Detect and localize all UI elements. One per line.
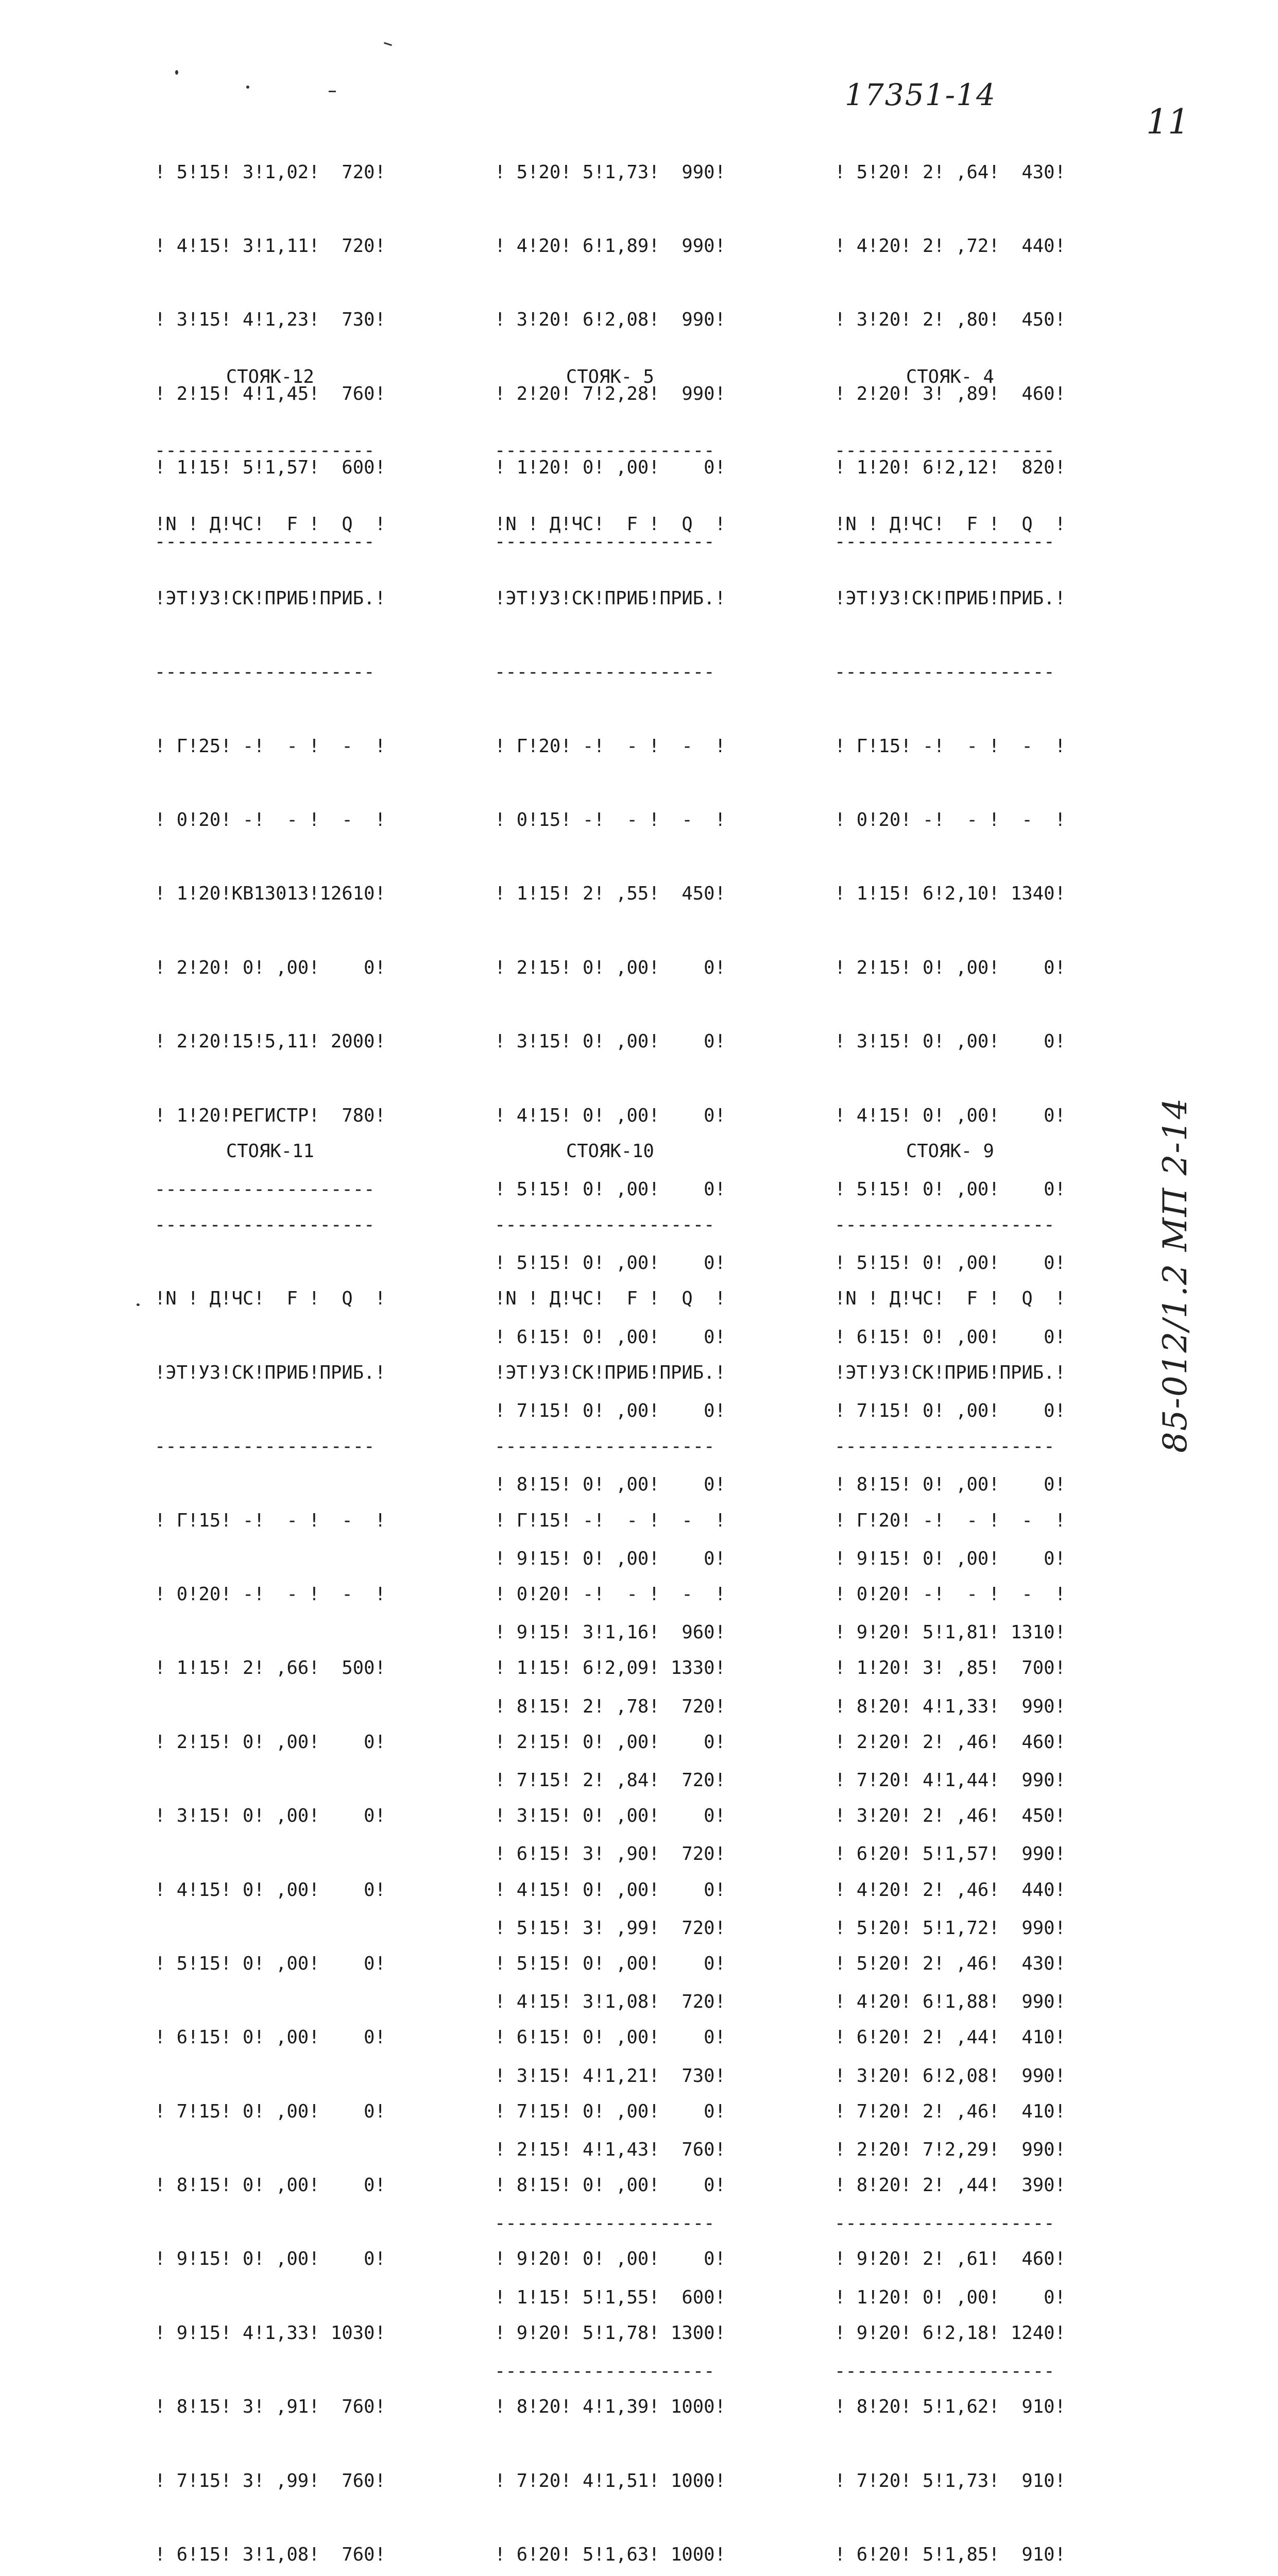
- table-line: ! Г!20! -! - ! - !: [834, 1510, 1066, 1531]
- table-line: ! 7!15! 0! ,00! 0!: [495, 1400, 726, 1422]
- table-line: --------------------: [495, 662, 715, 683]
- table-line: --------------------: [495, 1436, 715, 1458]
- table-line: ! 4!20! 2! ,72! 440!: [834, 235, 1066, 257]
- table-line: --------------------: [495, 2213, 715, 2234]
- table-line: ! 2!15! 4!1,45! 760!: [155, 383, 386, 404]
- table-line: ! 6!15! 0! ,00! 0!: [155, 2027, 386, 2048]
- table-line: ! 7!15! 3! ,99! 760!: [155, 2470, 386, 2492]
- table-line: ! 1!20! 3! ,85! 700!: [834, 1657, 1066, 1679]
- table-line: ! 8!20! 4!1,39! 1000!: [495, 2396, 726, 2418]
- table-title: СТОЯК-10: [566, 1140, 654, 1162]
- table-line: ! 8!15! 0! ,00! 0!: [495, 1474, 726, 1496]
- table-title: СТОЯК-11: [226, 1140, 314, 1162]
- table-line: ! 4!20! 2! ,46! 440!: [834, 1879, 1066, 1901]
- scan-speck: [329, 91, 336, 92]
- table-line: ! 1!20! 0! ,00! 0!: [495, 457, 726, 479]
- table-line: ! 8!15! 0! ,00! 0!: [834, 1474, 1066, 1496]
- table-line: ! Г!15! -! - ! - !: [495, 1510, 726, 1531]
- table-line: ! 3!15! 4!1,23! 730!: [155, 309, 386, 331]
- table-line: ! 5!20! 5!1,72! 990!: [834, 1917, 1066, 1939]
- table-line: ! 9!20! 5!1,81! 1310!: [834, 1622, 1066, 1643]
- table-line: ! 5!15! 0! ,00! 0!: [155, 1953, 386, 1974]
- table-line: ! Г!20! -! - ! - !: [495, 735, 726, 757]
- table-line: ! 6!15! 3! ,90! 720!: [495, 1843, 726, 1865]
- table-line: ! 2!15! 0! ,00! 0!: [495, 957, 726, 978]
- table-line: ! 2!20! 3! ,89! 460!: [834, 383, 1066, 404]
- table-line: ! 4!20! 6!1,89! 990!: [495, 235, 726, 257]
- table-line: ! 1!15! 2! ,55! 450!: [495, 883, 726, 905]
- table-line: !ЭТ!УЗ!СК!ПРИБ!ПРИБ.!: [834, 1362, 1066, 1383]
- table-line: --------------------: [155, 531, 375, 552]
- table-line: ! 3!15! 4!1,21! 730!: [495, 2065, 726, 2087]
- table-line: ! 4!20! 6!1,88! 990!: [834, 1991, 1066, 2013]
- table-line: ! 1!15! 6!2,10! 1340!: [834, 883, 1066, 905]
- table-line: --------------------: [155, 439, 375, 461]
- scan-speck: [384, 42, 392, 46]
- table-line: !N ! Д!ЧС! F ! Q !: [155, 1288, 386, 1310]
- document-code-handwritten: 17351-14: [845, 77, 996, 112]
- table-line: ! 2!20! 7!2,29! 990!: [834, 2139, 1066, 2160]
- table-line: ! 3!15! 0! ,00! 0!: [155, 1805, 386, 1827]
- table-line: --------------------: [834, 2213, 1055, 2234]
- table-line: !N ! Д!ЧС! F ! Q !: [495, 514, 726, 535]
- table-line: ! 7!15! 0! ,00! 0!: [495, 2100, 726, 2122]
- table-line: ! 2!15! 0! ,00! 0!: [495, 1731, 726, 1753]
- table-line: ! 3!15! 0! ,00! 0!: [495, 1031, 726, 1053]
- table-line: ! 6!15! 0! ,00! 0!: [834, 1326, 1066, 1348]
- table-line: ! 1!15! 2! ,66! 500!: [155, 1657, 386, 1679]
- table-line: ! 9!15! 0! ,00! 0!: [834, 1548, 1066, 1569]
- table-line: ! 3!20! 2! ,46! 450!: [834, 1805, 1066, 1827]
- table-line: ! 2!20! 0! ,00! 0!: [155, 957, 386, 978]
- side-code-handwritten: 85-012/1.2 МП 2-14: [1156, 1097, 1195, 1453]
- table-line: ! 2!15! 0! ,00! 0!: [155, 1731, 386, 1753]
- table-line: !N ! Д!ЧС! F ! Q !: [834, 514, 1066, 535]
- table-stoyak-9: [834, 1090, 1066, 2576]
- table-line: ! 1!20!КВ13013!12610!: [155, 883, 386, 905]
- table-line: ! 6!20! 5!1,85! 910!: [834, 2544, 1066, 2566]
- table-line: ! 5!15! 3!1,02! 720!: [155, 161, 386, 183]
- table-line: ! 4!15! 0! ,00! 0!: [495, 1105, 726, 1126]
- table-line: --------------------: [495, 531, 715, 552]
- table-line: ! 5!15! 0! ,00! 0!: [834, 1252, 1066, 1274]
- table-line: --------------------: [834, 1214, 1055, 1235]
- table-line: ! 8!20! 2! ,44! 390!: [834, 2175, 1066, 2196]
- table-line: !ЭТ!УЗ!СК!ПРИБ!ПРИБ.!: [495, 587, 726, 609]
- table-line: ! 2!20!15!5,11! 2000!: [155, 1031, 386, 1053]
- table-line: ! Г!15! -! - ! - !: [155, 1510, 386, 1531]
- table-line: ! 9!15! 3!1,16! 960!: [495, 1622, 726, 1643]
- table-line: ! 8!20! 5!1,62! 910!: [834, 2396, 1066, 2418]
- table-line: ! 5!15! 0! ,00! 0!: [495, 1252, 726, 1274]
- table-line: ! 8!15! 0! ,00! 0!: [495, 2175, 726, 2196]
- table-line: ! 0!20! -! - ! - !: [834, 1583, 1066, 1605]
- table-line: ! 5!20! 2! ,46! 430!: [834, 1953, 1066, 1974]
- table-line: ! 1!20! 0! ,00! 0!: [834, 2286, 1066, 2308]
- table-line: !ЭТ!УЗ!СК!ПРИБ!ПРИБ.!: [155, 587, 386, 609]
- table-line: ! 1!15! 6!2,09! 1330!: [495, 1657, 726, 1679]
- table-line: ! 5!15! 0! ,00! 0!: [834, 1178, 1066, 1200]
- table-line: --------------------: [834, 531, 1055, 552]
- table-line: ! 4!15! 0! ,00! 0!: [155, 1879, 386, 1901]
- table-line: --------------------: [834, 2361, 1055, 2382]
- table-line: --------------------: [155, 662, 375, 683]
- table-title: СТОЯК- 4: [906, 366, 994, 387]
- table-line: ! 7!20! 2! ,46! 410!: [834, 2100, 1066, 2122]
- table-line: ! 9!15! 0! ,00! 0!: [495, 1548, 726, 1569]
- table-line: ! 0!20! -! - ! - !: [834, 809, 1066, 831]
- table-line: ! 4!15! 0! ,00! 0!: [495, 1879, 726, 1901]
- table-line: ! 1!15! 5!1,57! 600!: [155, 457, 386, 479]
- table-line: ! 1!15! 5!1,55! 600!: [495, 2286, 726, 2308]
- table-line: ! 1!20! 6!2,12! 820!: [834, 457, 1066, 479]
- table-line: ! 5!15! 0! ,00! 0!: [495, 1178, 726, 1200]
- table-line: ! 1!20!РЕГИСТР! 780!: [155, 1105, 386, 1126]
- table-line: ! 9!20! 2! ,61! 460!: [834, 2248, 1066, 2270]
- table-line: ! 4!15! 3!1,11! 720!: [155, 235, 386, 257]
- table-line: ! 0!20! -! - ! - !: [495, 1583, 726, 1605]
- table-line: ! 3!15! 0! ,00! 0!: [834, 1031, 1066, 1053]
- table-line: ! 8!15! 3! ,91! 760!: [155, 2396, 386, 2418]
- table-line: !ЭТ!УЗ!СК!ПРИБ!ПРИБ.!: [495, 1362, 726, 1383]
- table-line: ! 8!20! 4!1,33! 990!: [834, 1696, 1066, 1717]
- table-line: ! 3!20! 6!2,08! 990!: [834, 2065, 1066, 2087]
- scan-speck: [137, 1303, 140, 1306]
- table-line: ! 6!15! 0! ,00! 0!: [495, 1326, 726, 1348]
- table-line: ! 6!20! 5!1,63! 1000!: [495, 2544, 726, 2566]
- table-line: ! 7!15! 0! ,00! 0!: [155, 2100, 386, 2122]
- table-line: ! 8!15! 0! ,00! 0!: [155, 2175, 386, 2196]
- page-number-handwritten: 11: [1146, 102, 1189, 142]
- table-line: ! 4!15! 3!1,08! 720!: [495, 1991, 726, 2013]
- table-line: ! 2!15! 0! ,00! 0!: [834, 957, 1066, 978]
- table-title: СТОЯК- 5: [566, 366, 654, 387]
- table-line: ! 2!20! 7!2,28! 990!: [495, 383, 726, 404]
- table-line: ! 7!20! 4!1,44! 990!: [834, 1770, 1066, 1791]
- table-line: --------------------: [495, 2361, 715, 2382]
- table-line: ! 3!20! 2! ,80! 450!: [834, 309, 1066, 331]
- table-line: ! 5!20! 5!1,73! 990!: [495, 161, 726, 183]
- table-line: ! 7!20! 5!1,73! 910!: [834, 2470, 1066, 2492]
- table-line: ! 0!15! -! - ! - !: [495, 809, 726, 831]
- table-line: ! 4!15! 0! ,00! 0!: [834, 1105, 1066, 1126]
- table-line: ! 5!15! 3! ,99! 720!: [495, 1917, 726, 1939]
- table-line: ! 0!20! -! - ! - !: [155, 1583, 386, 1605]
- table-line: --------------------: [834, 1436, 1055, 1458]
- table-line: ! 5!20! 2! ,64! 430!: [834, 161, 1066, 183]
- table-line: ! 3!20! 6!2,08! 990!: [495, 309, 726, 331]
- table-line: --------------------: [495, 439, 715, 461]
- table-line: !N ! Д!ЧС! F ! Q !: [834, 1288, 1066, 1310]
- table-title: СТОЯК-12: [226, 366, 314, 387]
- table-line: !N ! Д!ЧС! F ! Q !: [495, 1288, 726, 1310]
- table-line: --------------------: [155, 1178, 375, 1200]
- table-line: ! 8!15! 2! ,78! 720!: [495, 1696, 726, 1717]
- table-line: !N ! Д!ЧС! F ! Q !: [155, 514, 386, 535]
- table-line: ! 9!20! 0! ,00! 0!: [495, 2248, 726, 2270]
- table-line: !ЭТ!УЗ!СК!ПРИБ!ПРИБ.!: [155, 1362, 386, 1383]
- table-line: ! 0!20! -! - ! - !: [155, 809, 386, 831]
- table-line: --------------------: [495, 1214, 715, 1235]
- table-stoyak-10: [495, 1090, 726, 2576]
- table-title: СТОЯК- 9: [906, 1140, 994, 1162]
- scan-speck: [246, 86, 249, 89]
- table-line: ! 2!15! 4!1,43! 760!: [495, 2139, 726, 2160]
- table-line: ! 9!20! 5!1,78! 1300!: [495, 2322, 726, 2344]
- table-line: ! Г!15! -! - ! - !: [834, 735, 1066, 757]
- table-stoyak-11: [155, 1090, 386, 2576]
- table-line: ! 7!15! 0! ,00! 0!: [834, 1400, 1066, 1422]
- table-line: ! 6!15! 0! ,00! 0!: [495, 2027, 726, 2048]
- table-line: --------------------: [834, 439, 1055, 461]
- table-line: ! 6!15! 3!1,08! 760!: [155, 2544, 386, 2566]
- table-line: ! 5!15! 0! ,00! 0!: [495, 1953, 726, 1974]
- table-line: --------------------: [834, 662, 1055, 683]
- table-line: ! 7!15! 2! ,84! 720!: [495, 1770, 726, 1791]
- table-line: ! 9!15! 4!1,33! 1030!: [155, 2322, 386, 2344]
- table-line: ! 6!20! 2! ,44! 410!: [834, 2027, 1066, 2048]
- scan-speck: [175, 70, 178, 75]
- table-line: ! 9!20! 6!2,18! 1240!: [834, 2322, 1066, 2344]
- table-line: ! 3!15! 0! ,00! 0!: [495, 1805, 726, 1827]
- table-line: ! 6!20! 5!1,57! 990!: [834, 1843, 1066, 1865]
- table-line: !ЭТ!УЗ!СК!ПРИБ!ПРИБ.!: [834, 587, 1066, 609]
- table-line: ! 7!20! 4!1,51! 1000!: [495, 2470, 726, 2492]
- table-line: ! 2!20! 2! ,46! 460!: [834, 1731, 1066, 1753]
- table-line: ! 9!15! 0! ,00! 0!: [155, 2248, 386, 2270]
- table-line: --------------------: [155, 1436, 375, 1458]
- table-line: ! Г!25! -! - ! - !: [155, 735, 386, 757]
- table-line: --------------------: [155, 1214, 375, 1235]
